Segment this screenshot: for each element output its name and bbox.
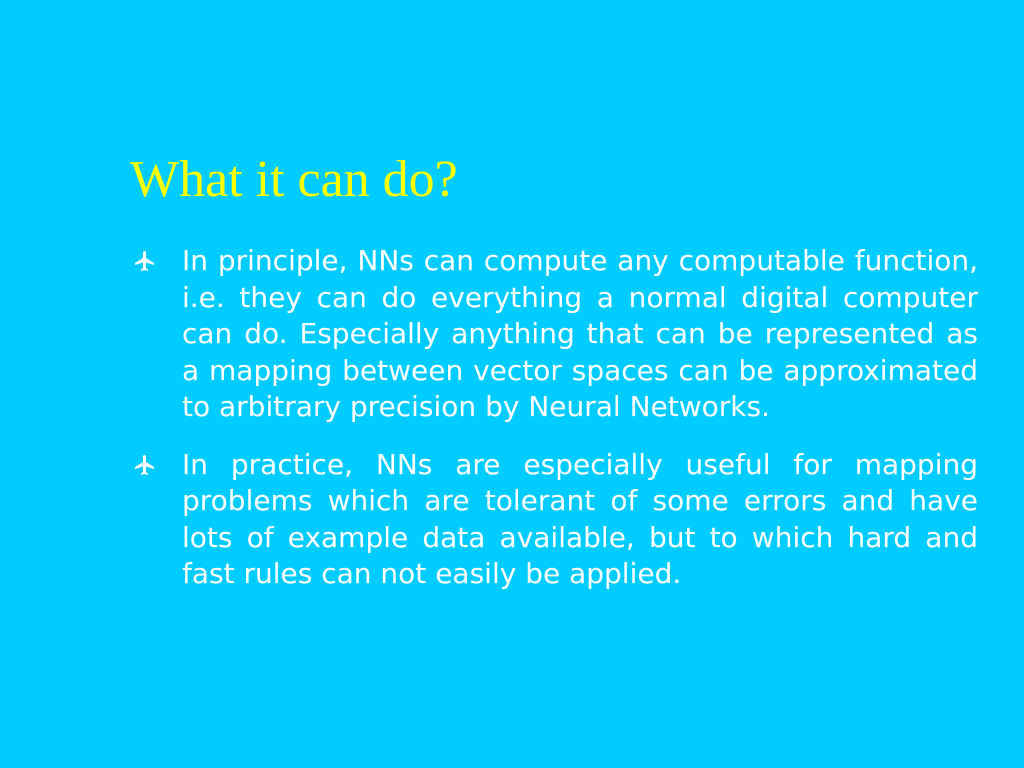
bullet-text: In principle, NNs can compute any computable function, i.e. they can do everything a normal digital computer can do. Especially anything that can be represented as a mapping between vector spaces can be approximated to arbitrary precision by Neural Networks.	[182, 244, 978, 423]
bullet-list	[130, 243, 978, 614]
slide-title: What it can do?	[130, 151, 458, 208]
bullet-item	[130, 447, 978, 593]
bullet-text: In practice, NNs are especially useful for mapping problems which are tolerant of some errors and have lots of example data available, but to which hard and fast rules can not easily be applied.	[182, 447, 978, 590]
airplane-icon	[130, 447, 160, 483]
bullet-item	[130, 243, 978, 426]
airplane-icon	[130, 243, 160, 279]
